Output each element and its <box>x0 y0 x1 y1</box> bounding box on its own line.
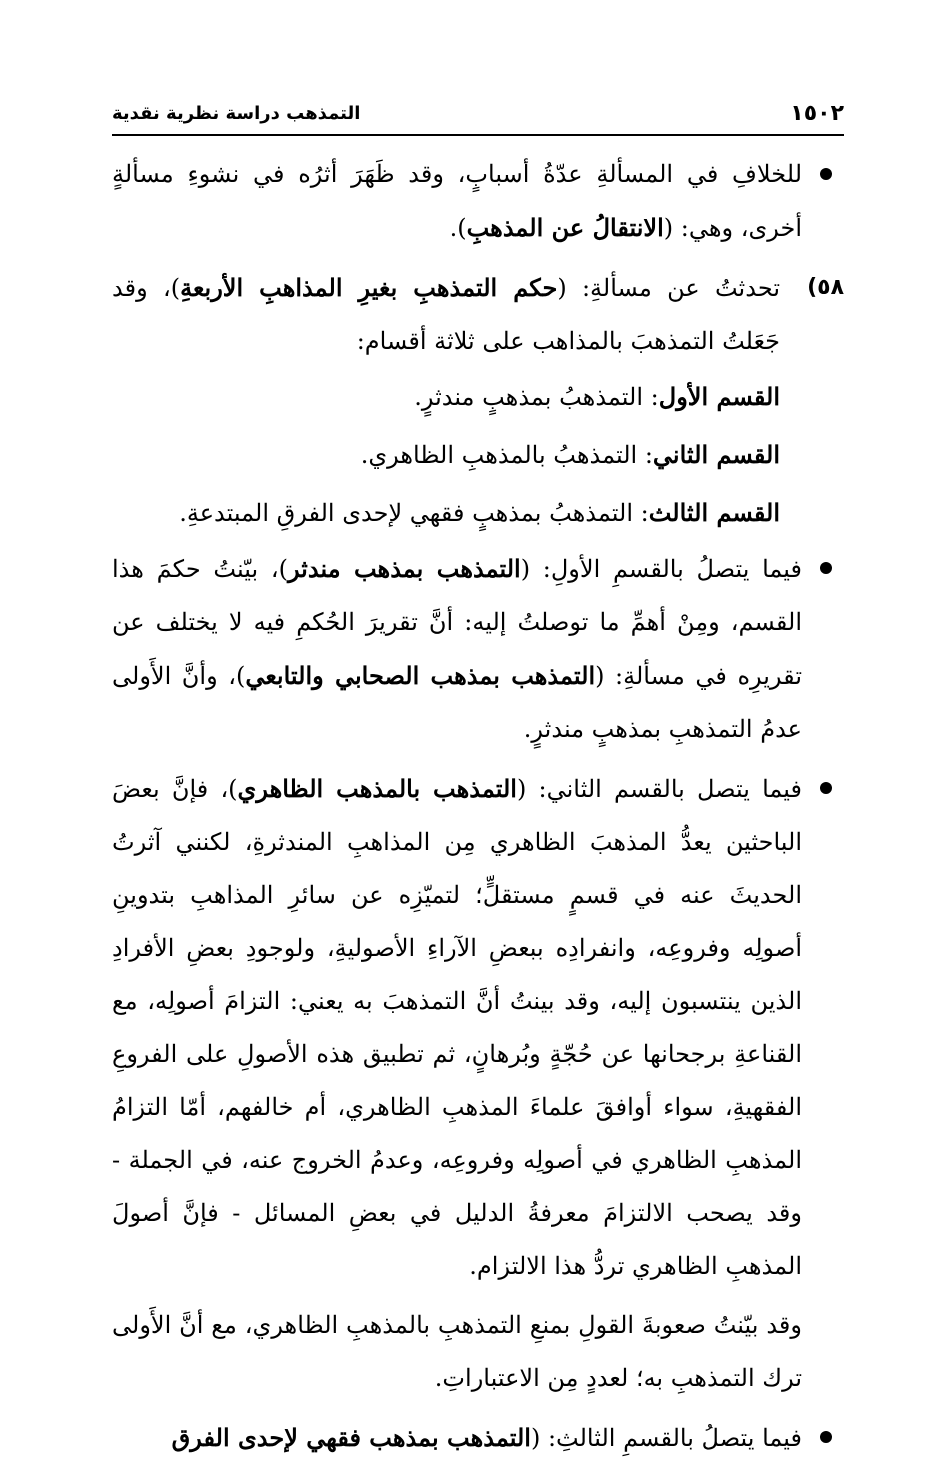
bullet-paragraph-2: فيما يتصلُ بالقسمِ الأولِ: (التمذهب بمذهب مندثر)، بيّنتُ حكمَ هذا القسم، ومِنْ أهمِّ ما توصلتُ إليه: أنَّ تقريرَ الحُكمِ فيه لا يختلف عن تقريرِه في مسألةِ: (التمذهب بمذهب الصحابي والتابعي)، وأنَّ الأَولى عدمُ التمذهبِ بمذهبٍ مندثرٍ. <box>112 542 844 756</box>
bullet-icon <box>820 1431 832 1443</box>
paragraph-number: ٥٨) <box>807 275 844 300</box>
section-item-3: القسم الثالث: التمذهبُ بمذهبٍ فقهي لإحدى الفرقِ المبتدعةِ. <box>179 498 780 527</box>
header-rule <box>112 134 844 136</box>
page-header <box>112 92 844 134</box>
numbered-paragraph-58: ٥٨) تحدثتُ عن مسألةِ: (حكم التمذهبِ بغيرِ المذاهبِ الأربعةِ)، وقد جَعَلتُ التمذهبَ بالمذاهب على ثلاثة أقسام: <box>112 261 844 368</box>
bullet-paragraph-3: فيما يتصل بالقسم الثاني: (التمذهب بالمذهب الظاهري)، فإنَّ بعضَ الباحثين يعدُّ المذهبَ الظاهري مِن المذاهبِ المندثرةِ، لكنني آثرتُ الحديثَ عنه في قسمٍ مستقلٍّ؛ لتميّزِه عن سائرِ المذاهبِ بتدوينِ أصولِه وفروعِه، وانفرادِه ببعضِ الآراءِ الأصوليةِ، ولوجودِ بعضِ الأفرادِ الذين ينتسبون إليه، وقد بينتُ أنَّ التمذهبَ به يعني: التزامَ أصولِه، مع القناعةِ برجحانها عن حُجّةٍ وبُرهانٍ، ثم تطبيق هذه الأصولِ على الفروعِ الفقهيةِ، سواء أوافقَ علماءَ المذهبِ الظاهري، أم خالفهم، أمّا التزامُ المذهبِ الظاهري في أصولِه وفروعِه، وعدمُ الخروج عنه، في الجملة - وقد يصحب الالتزامَ معرفةُ الدليل في بعضِ المسائل - فإنَّ أصولَ المذهبِ الظاهري تردُّ هذا الالتزام. <box>112 762 844 1293</box>
page-body <box>112 148 844 1465</box>
plain-paragraph: وقد بيّنتُ صعوبةَ القولِ بمنعِ التمذهبِ بالمذهبِ الظاهري، مع أنَّ الأَولى ترك التمذهبِ به؛ لعددٍ مِن الاعتباراتِ. <box>112 1311 802 1392</box>
section-item-2: القسم الثاني: التمذهبُ بالمذهبِ الظاهري. <box>360 440 780 469</box>
running-title: التمذهب دراسة نظرية نقدية <box>112 102 361 124</box>
bullet-paragraph-4: فيما يتصلُ بالقسمِ الثالثِ: (التمذهب بمذهب فقهي لإحدى الفرق <box>112 1411 844 1465</box>
bullet-icon <box>820 562 832 574</box>
page-number: ١٥٠٢ <box>790 100 844 126</box>
bullet-icon <box>820 782 832 794</box>
bullet-paragraph-1: للخلافِ في المسألةِ عدّةُ أسبابٍ، وقد ظَهَرَ أثرُه في نشوءِ مسألةٍ أخرى، وهي: (الانتقالُ عن المذهبِ). <box>112 148 844 255</box>
bullet-icon <box>820 168 832 180</box>
section-item-1: القسم الأول: التمذهبُ بمذهبٍ مندثرٍ. <box>414 382 780 411</box>
